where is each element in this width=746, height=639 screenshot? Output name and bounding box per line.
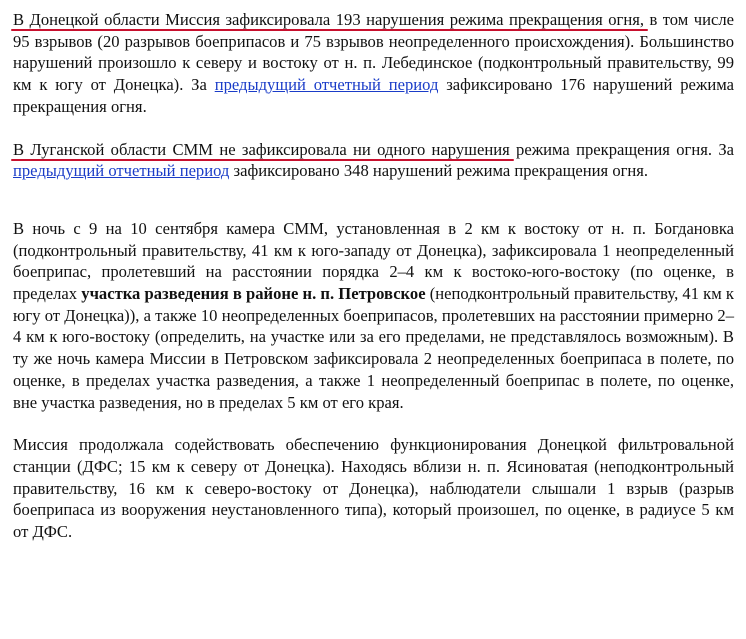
paragraph-text: Миссия продолжала содействовать обеспечению функционирования Донецкой фильтровальной станции (ДФС; 15 км к северу от Донецка). Находясь вблизи н. п. Ясиноватая (неподконтрольный правительству, 16 км к северо-востоку от Донецка), наблюдатели слышали 1 взрыв (разрыв боеприпаса из вооружения неустановленного типа), который произошел, по оценке, в радиусе 5 км от ДФС. — [13, 435, 734, 542]
paragraph-text: В ночь с 9 на 10 сентября камера СММ, установленная в 2 км к востоку от н. п. Богдановка (подконтрольный правительству, 41 км к юго-западу от Донецка), зафиксировала 1 неопределенный боеприпас, пролетевший на расстоянии порядка 2–4 км к востоко-юго-востоку (по оценке, в пределах — [13, 218, 734, 304]
paragraph-donetsk — [13, 9, 734, 118]
paragraph-text: в том числе 95 взрывов (20 разрывов боеприпасов и 75 взрывов неопределенного происхождения). Большинство нарушений произошло к северу и востоку от н. п. Лебединское (подконтрольный правительству, 99 км к югу от Донецка). За — [13, 10, 734, 95]
document-body — [13, 0, 734, 543]
highlighted-sentence-donetsk: В Донецкой области Миссия зафиксировала 193 нарушения режима прекращения огня, — [13, 10, 644, 29]
previous-period-link[interactable]: предыдущий отчетный период — [214, 75, 439, 95]
paragraph-camera-report — [13, 218, 734, 413]
paragraph-text: зафиксировано 348 нарушений режима прекращения огня. — [229, 161, 649, 181]
previous-period-link[interactable]: предыдущий отчетный период — [13, 161, 230, 181]
paragraph-text: режима прекращения огня. За — [509, 139, 734, 159]
bold-phrase-disengagement-area: участка разведения в районе н. п. Петровское — [81, 284, 426, 304]
paragraph-luhansk — [13, 139, 734, 182]
paragraph-text: (неподконтрольный правительству, 41 км к югу от Донецка)), а также 10 неопределенных боеприпасов, пролетевших на расстоянии примерно 2–4 км к юго-востоку (определить, на участке или за его пределами, не представлялось возможным). В ту же ночь камера Миссии в Петровском зафиксировала 2 неопределенных боеприпаса в полете, по оценке, в пределах участка разведения, а также 1 неопределенный боеприпас в полете, по оценке, вне участка разведения, но в пределах 5 км от его края. — [13, 284, 734, 412]
paragraph-filtration-station — [13, 434, 734, 543]
highlighted-sentence-luhansk: В Луганской области СММ не зафиксировала ни одного нарушения — [13, 139, 510, 159]
paragraph-text: зафиксировано 176 нарушений режима прекращения огня. — [13, 75, 734, 116]
